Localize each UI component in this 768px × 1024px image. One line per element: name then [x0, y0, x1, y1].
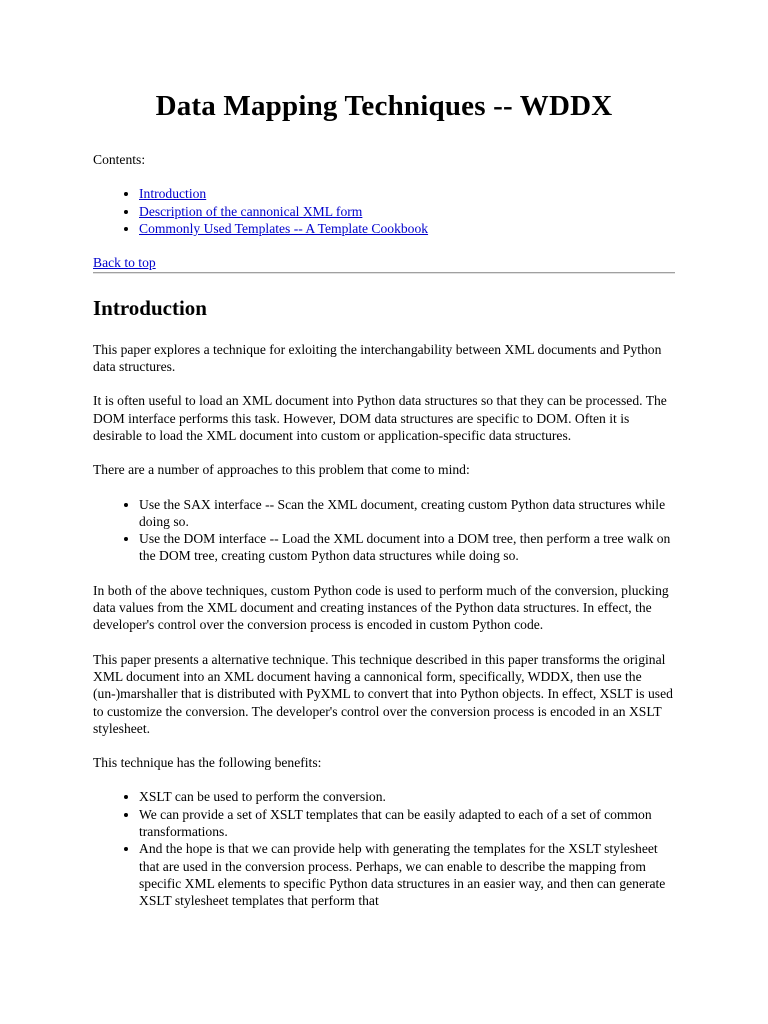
toc-link-cannonical-xml-form[interactable]: Description of the cannonical XML form [139, 203, 363, 219]
page-title: Data Mapping Techniques -- WDDX [155, 90, 613, 122]
intro-paragraph-2: It is often useful to load an XML document into Python data structures so that they can be processed. The DOM interface performs this task. However, DOM data structures are specific to DOM. Often it is desirable to load the XML document into custom or application-specific data structures. [93, 393, 667, 443]
document-page [93, 88, 675, 927]
intro-paragraph-4: In both of the above techniques, custom Python code is used to perform much of the conversion, plucking data values from the XML document and creating instances of the Python data structures. In effect, the developer's control over the conversion process is encoded in custom Python code. [93, 582, 669, 633]
approaches-list [93, 496, 675, 565]
toc-link-introduction[interactable]: Introduction [139, 186, 207, 202]
benefits-list [93, 788, 675, 909]
table-of-contents [93, 185, 675, 238]
back-to-top-container [93, 254, 675, 271]
intro-paragraph-6: This technique has the following benefits: [93, 755, 322, 771]
section-heading-introduction: Introduction [93, 295, 207, 320]
list-item: • We can provide a set of XSLT templates that can be easily adapted to each of a set of common transformations. [139, 806, 675, 841]
list-item: • XSLT can be used to perform the conversion. [139, 788, 675, 805]
contents-label: Contents: [93, 152, 146, 167]
intro-paragraph-5: This paper presents a alternative technique. This technique described in this paper transforms the original XML document into an XML document having a cannonical form, specifically, WDDX, then use the (un-)marshaller that is distributed with PyXML to convert that into Python objects. In effect, XSLT is used to customize the conversion. The developer's control over the conversion process is encoded in an XSLT stylesheet. [93, 651, 673, 736]
toc-item [139, 220, 675, 238]
list-item: • Use the SAX interface -- Scan the XML document, creating custom Python data structures while doing so. [139, 496, 675, 531]
list-item: • Use the DOM interface -- Load the XML document into a DOM tree, then perform a tree walk on the DOM tree, creating custom Python data structures while doing so. [139, 530, 675, 565]
toc-item [139, 203, 675, 221]
intro-paragraph-3: There are a number of approaches to this problem that come to mind: [93, 462, 470, 478]
list-item: • And the hope is that we can provide help with generating the templates for the XSLT stylesheet that are used in the conversion process. Perhaps, we can enable to describe the mapping from specific XML elements to specific Python data structures in an easier way, and then can generate XSLT stylesheet templates that perform that [139, 840, 675, 909]
toc-link-template-cookbook[interactable]: Commonly Used Templates -- A Template Cookbook [139, 221, 429, 237]
back-to-top-link[interactable]: Back to top [93, 254, 156, 270]
intro-paragraph-1: This paper explores a technique for exloiting the interchangability between XML documents and Python data structures. [93, 341, 662, 375]
section-divider [93, 272, 675, 274]
toc-item [139, 185, 675, 203]
